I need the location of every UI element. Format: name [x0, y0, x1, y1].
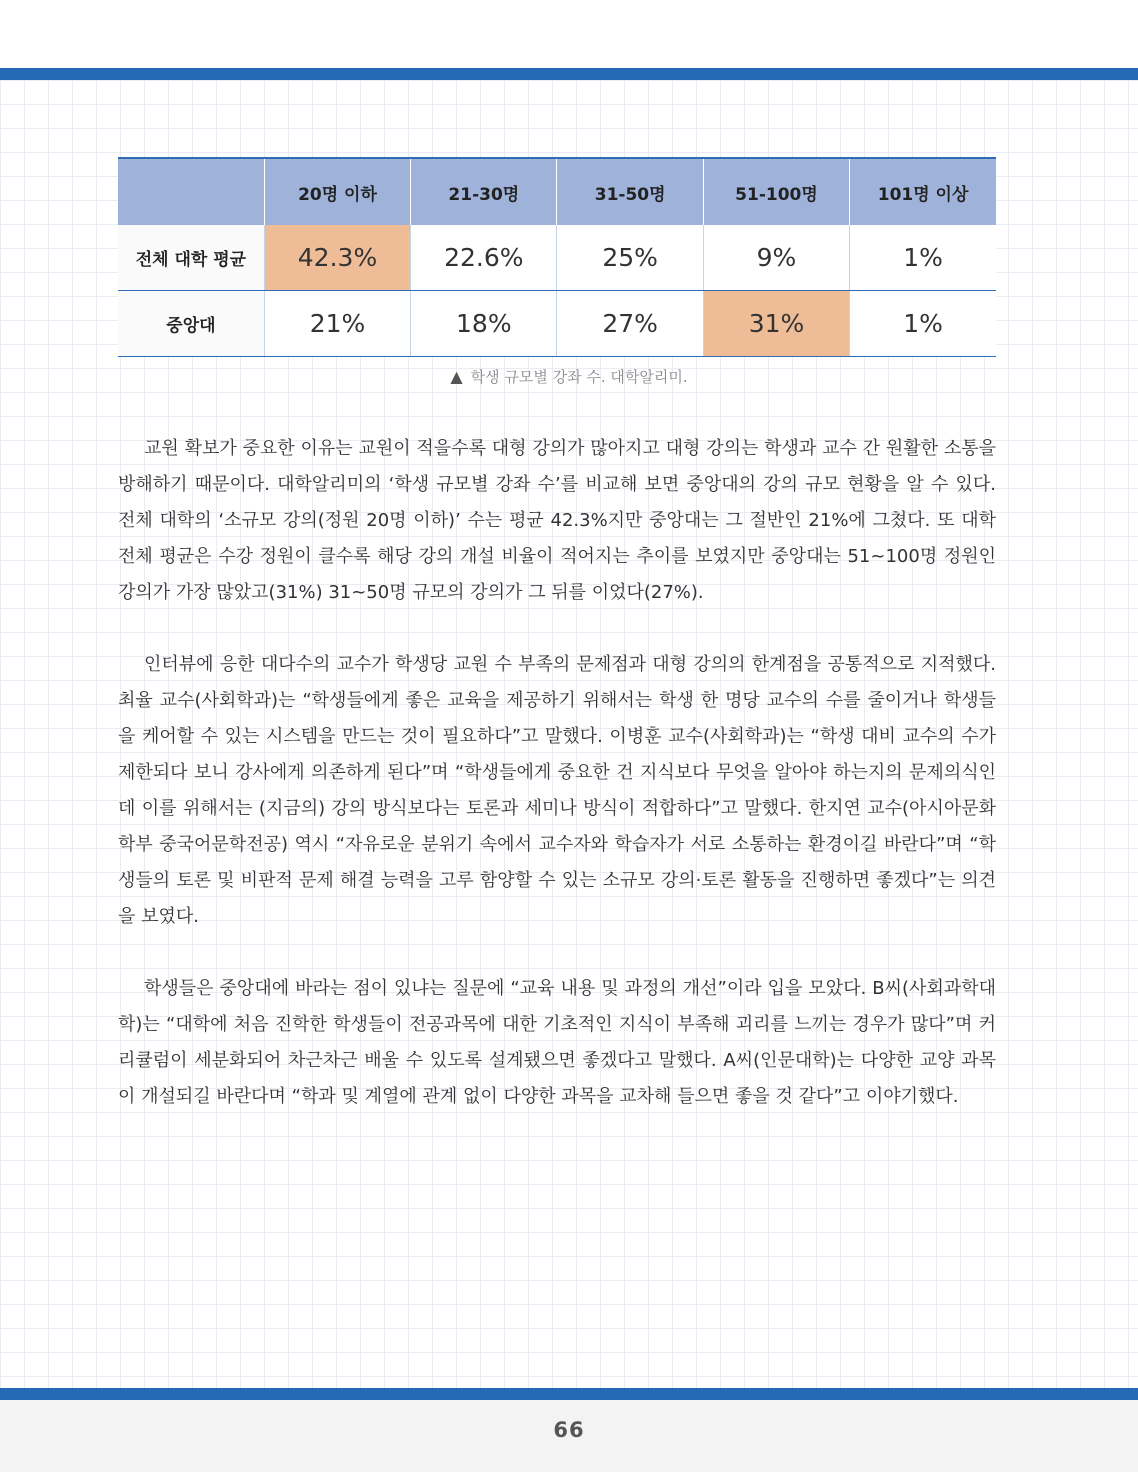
top-accent-bar [0, 68, 1138, 80]
page-number: 66 [553, 1418, 585, 1442]
table-row [118, 225, 996, 291]
table-cell: 1% [850, 291, 996, 357]
table-header-cell: 20명 이하 [264, 158, 410, 225]
row-label: 중앙대 [118, 291, 264, 357]
table-cell: 9% [703, 225, 849, 291]
bottom-accent-bar [0, 1388, 1138, 1400]
table-header-row [118, 158, 996, 225]
table-header-cell: 101명 이상 [850, 158, 996, 225]
caption-text: 학생 규모별 강좌 수. 대학알리미. [470, 368, 688, 386]
class-size-table [118, 157, 996, 357]
table-cell: 22.6% [411, 225, 557, 291]
table-cell: 1% [850, 225, 996, 291]
table-row [118, 291, 996, 357]
article-body [118, 431, 996, 1151]
table-cell-highlighted: 31% [703, 291, 849, 357]
table-header-cell: 51-100명 [703, 158, 849, 225]
table-cell-highlighted: 42.3% [264, 225, 410, 291]
paragraph: 교원 확보가 중요한 이유는 교원이 적을수록 대형 강의가 많아지고 대형 강의는 학생과 교수 간 원활한 소통을 방해하기 때문이다. 대학알리미의 ‘학생 규모별 강좌 수’를 비교해 보면 중앙대의 강의 규모 현황을 알 수 있다. 전체 대학의 ‘소규모 강의(정원 20명 이하)’ 수는 평균 42.3%지만 중앙대는 그 절반인 21%에 그쳤다. 또 대학 전체 평균은 수강 정원이 클수록 해당 강의 개설 비율이 적어지는 추이를 보였지만 중앙대는 51~100명 정원인 강의가 가장 많았고(31%) 31~50명 규모의 강의가 그 뒤를 이었다(27%). [118, 438, 996, 603]
table-caption [0, 366, 1138, 387]
page-top-margin [0, 0, 1138, 68]
table-header-cell: 31-50명 [557, 158, 703, 225]
row-label: 전체 대학 평균 [118, 225, 264, 291]
table-cell: 21% [264, 291, 410, 357]
table-header-cell: 21-30명 [411, 158, 557, 225]
paragraph: 학생들은 중앙대에 바라는 점이 있냐는 질문에 “교육 내용 및 과정의 개선”이라 입을 모았다. B씨(사회과학대학)는 “대학에 처음 진학한 학생들이 전공과목에 대한 기초적인 지식이 부족해 괴리를 느끼는 경우가 많다”며 커리큘럼이 세분화되어 차근차근 배울 수 있도록 설계됐으면 좋겠다고 말했다. A씨(인문대학)는 다양한 교양 과목이 개설되길 바란다며 “학과 및 계열에 관계 없이 다양한 과목을 교차해 들으면 좋을 것 같다”고 이야기했다. [118, 978, 996, 1107]
paragraph: 인터뷰에 응한 대다수의 교수가 학생당 교원 수 부족의 문제점과 대형 강의의 한계점을 공통적으로 지적했다. 최율 교수(사회학과)는 “학생들에게 좋은 교육을 제공하기 위해서는 학생 한 명당 교수의 수를 줄이거나 학생들을 케어할 수 있는 시스템을 만드는 것이 필요하다”고 말했다. 이병훈 교수(사회학과)는 “학생 대비 교수의 수가 제한되다 보니 강사에게 의존하게 된다”며 “학생들에게 중요한 건 지식보다 무엇을 알아야 하는지의 문제의식인데 이를 위해서는 (지금의) 강의 방식보다는 토론과 세미나 방식이 적합하다”고 말했다. 한지연 교수(아시아문화학부 중국어문학전공) 역시 “자유로운 분위기 속에서 교수자와 학습자가 서로 소통하는 환경이길 바란다”며 “학생들의 토론 및 비판적 문제 해결 능력을 고루 함양할 수 있는 소규모 강의·토론 활동을 진행하면 좋겠다”는 의견을 보였다. [118, 654, 996, 927]
triangle-up-icon: ▲ [450, 367, 463, 386]
table-cell: 18% [411, 291, 557, 357]
table-cell: 27% [557, 291, 703, 357]
table-cell: 25% [557, 225, 703, 291]
table-header-cell [118, 158, 264, 225]
